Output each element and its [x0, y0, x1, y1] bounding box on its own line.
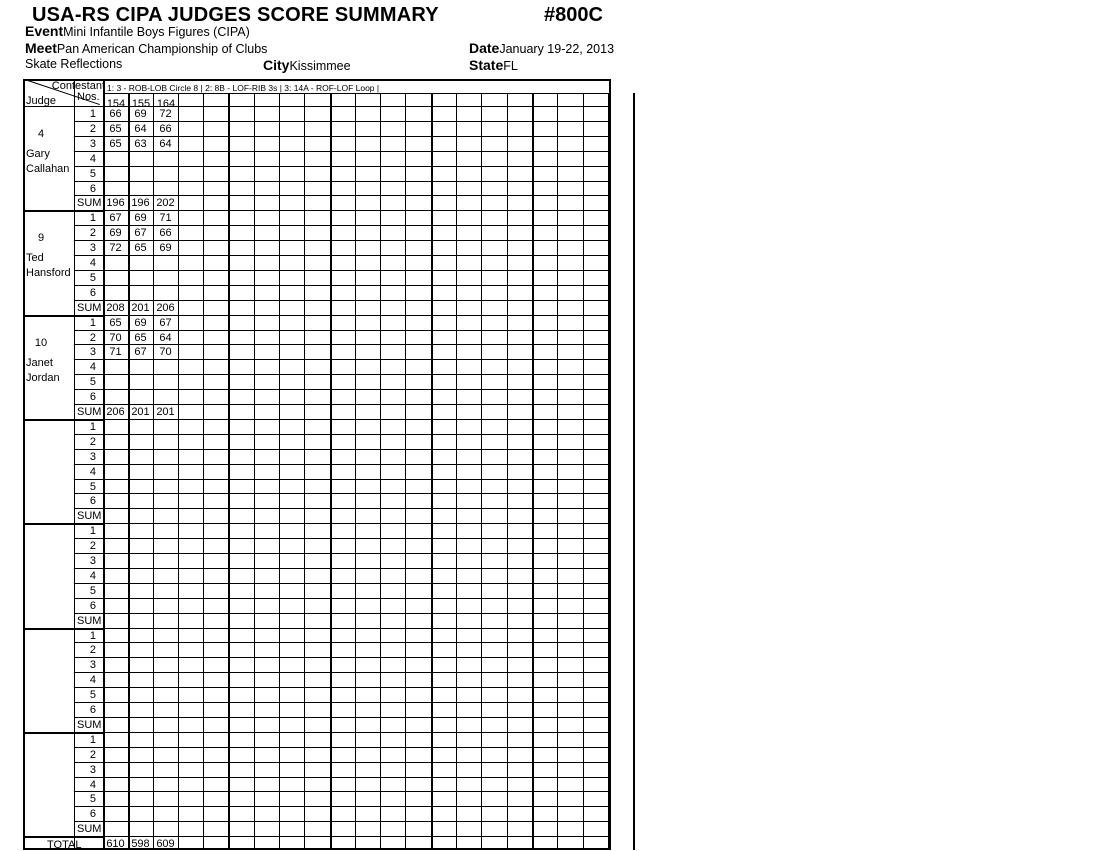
- score-cell: 67: [134, 346, 147, 359]
- score-cell: 72: [159, 108, 172, 120]
- judge-number: 10: [34, 336, 48, 349]
- grid-row-line: [74, 642, 611, 643]
- score-cell: 72: [109, 242, 122, 255]
- total-row-line: [23, 836, 611, 837]
- grid-column-line: [279, 93, 280, 850]
- nos-header: Nos.: [77, 91, 100, 103]
- score-cell: 70: [159, 346, 172, 359]
- grid-row-line: [74, 151, 611, 152]
- grid-row-line: [74, 687, 611, 688]
- grid-row-line: [74, 255, 611, 256]
- grid-row-line: [74, 583, 611, 584]
- figure-row-label: 1: [89, 733, 96, 746]
- score-cell: 65: [109, 137, 122, 150]
- figure-row-label: 4: [89, 361, 96, 374]
- sum-label: SUM: [77, 510, 102, 523]
- grid-border-top: [23, 79, 611, 81]
- grid-row-line: [74, 717, 611, 718]
- score-cell: 65: [134, 331, 147, 344]
- score-cell: 67: [109, 212, 122, 225]
- figures-legend: 1: 3 - ROB-LOB Circle 8 | 2: 8B - LOF-RIB 3s | 3: 14A - ROF-LOF Loop |: [107, 83, 380, 93]
- grid-row-line: [74, 523, 611, 524]
- grid-row-line: [74, 300, 611, 301]
- figure-row-label: 1: [89, 420, 96, 433]
- event-line: [25, 23, 250, 41]
- figure-row-label: 2: [89, 540, 96, 553]
- event-label: Event: [25, 23, 64, 39]
- date-line: [469, 40, 614, 58]
- grid-row-line: [74, 359, 611, 360]
- figure-row-label: 5: [89, 376, 96, 389]
- grid-row-line: [74, 419, 611, 420]
- grid-column-line: [507, 93, 508, 850]
- grid-column-line: [380, 93, 381, 850]
- grid-row-line: [74, 702, 611, 703]
- judge-sum-cell: 196: [106, 197, 125, 210]
- judge-last-name: Hansford: [26, 267, 71, 280]
- contestant-header: Contestant: [51, 80, 105, 92]
- score-cell: 69: [134, 316, 147, 329]
- score-cell: 71: [109, 346, 122, 359]
- grid-row-line: [74, 613, 611, 614]
- judge-number: 9: [37, 232, 45, 245]
- score-cell: 64: [159, 331, 172, 344]
- grid-row-line: [74, 553, 611, 554]
- grid-row-line: [74, 598, 611, 599]
- grid-column-line: [633, 93, 635, 850]
- grid-row-line: [74, 568, 611, 569]
- figure-row-label: 2: [89, 644, 96, 657]
- grid-row-line: [74, 136, 611, 137]
- grid-row-line: [74, 285, 611, 286]
- score-cell: 69: [134, 212, 147, 225]
- judge-sum-cell: 202: [156, 197, 175, 210]
- figure-row-label: 6: [89, 808, 96, 821]
- judge-header: Judge: [26, 95, 56, 107]
- figure-row-label: 3: [89, 346, 96, 359]
- judge-number: 4: [37, 128, 45, 140]
- score-cell: 63: [134, 137, 147, 150]
- contestant-number: 164: [156, 98, 176, 110]
- figure-row-label: 3: [89, 137, 96, 150]
- figure-row-label: 4: [89, 465, 96, 478]
- figure-row-label: 6: [89, 286, 96, 299]
- judge-sum-cell: 206: [106, 406, 125, 418]
- figure-row-label: 3: [89, 555, 96, 567]
- figure-row-label: 2: [89, 331, 96, 344]
- city-line: [263, 57, 351, 75]
- grid-column-line: [330, 93, 332, 850]
- grid-row-line: [74, 195, 611, 196]
- score-cell: 67: [159, 316, 172, 329]
- contestant-number: 154: [106, 98, 126, 110]
- grid-row-line: [74, 181, 611, 182]
- grid-row-line: [74, 538, 611, 539]
- grid-row-line: [74, 493, 611, 494]
- score-cell: 71: [159, 212, 172, 225]
- judge-sum-cell: 201: [131, 301, 150, 314]
- score-cell: 66: [159, 227, 172, 240]
- page-title: USA-RS CIPA JUDGES SCORE SUMMARY: [32, 4, 439, 26]
- score-cell: 70: [109, 331, 122, 344]
- figure-row-label: 3: [89, 450, 96, 463]
- grid-column-line: [254, 93, 255, 850]
- grid-column-line: [178, 93, 179, 850]
- figure-row-label: 6: [89, 495, 96, 508]
- grid-row-line: [74, 791, 611, 792]
- sum-label: SUM: [77, 197, 102, 210]
- figure-row-label: 4: [89, 778, 96, 791]
- grid-row-line: [74, 657, 611, 658]
- figure-row-label: 5: [89, 271, 96, 284]
- score-cell: 69: [134, 108, 147, 120]
- grid-row-line: [74, 210, 611, 211]
- grid-column-line: [583, 93, 584, 850]
- score-cell: 65: [134, 242, 147, 255]
- state-label: State: [469, 57, 504, 73]
- figure-row-label: 3: [89, 659, 96, 672]
- grid-row-line: [74, 747, 611, 748]
- meet-value: Pan American Championship of Clubs: [56, 42, 268, 56]
- figure-row-label: 3: [89, 763, 96, 776]
- grid-row-line: [74, 270, 611, 271]
- score-cell: 64: [134, 122, 147, 135]
- score-cell: 66: [159, 122, 172, 135]
- figure-row-label: 6: [89, 182, 96, 195]
- figure-row-label: 6: [89, 599, 96, 612]
- figure-row-label: 4: [89, 569, 96, 582]
- state-value: FL: [503, 59, 518, 73]
- meet-line: [25, 40, 267, 58]
- grid-column-line: [304, 93, 305, 850]
- grid-column-line: [481, 93, 482, 850]
- figure-row-label: 1: [89, 316, 96, 329]
- grid-row-line: [74, 628, 611, 629]
- judge-last-name: Jordan: [26, 371, 60, 384]
- grid-row-line: [74, 479, 611, 480]
- figure-row-label: 4: [89, 152, 96, 165]
- grid-column-line: [405, 93, 406, 850]
- grid-row-line: [74, 166, 611, 167]
- sum-label: SUM: [77, 614, 102, 627]
- sum-label: SUM: [77, 406, 102, 418]
- figure-row-label: 6: [89, 704, 96, 716]
- sum-label: SUM: [77, 301, 102, 314]
- figure-row-label: 3: [89, 242, 96, 255]
- figure-row-label: 4: [89, 674, 96, 687]
- grid-row-line: [74, 240, 611, 241]
- grid-column-line: [203, 93, 204, 850]
- figure-row-label: 1: [89, 212, 96, 225]
- grid-row-line: [74, 777, 611, 778]
- figure-row-label: 5: [89, 584, 96, 597]
- grid-column-line: [532, 93, 534, 850]
- grid-column-line: [456, 93, 457, 850]
- grid-row-line: [74, 374, 611, 375]
- city-label: City: [263, 57, 290, 73]
- grid-row-line: [74, 762, 611, 763]
- judge-sum-cell: 206: [156, 301, 175, 314]
- grid-row-line: [74, 121, 611, 122]
- figure-row-label: 2: [89, 122, 96, 135]
- score-cell: 67: [134, 227, 147, 240]
- sum-label: SUM: [77, 718, 102, 731]
- grid-column-line: [228, 93, 230, 850]
- grid-row-line: [74, 389, 611, 390]
- grid-column-line: [608, 93, 609, 850]
- judge-last-name: Callahan: [26, 163, 70, 175]
- state-line: [469, 57, 518, 75]
- date-label: Date: [469, 40, 500, 56]
- figure-row-label: 5: [89, 167, 96, 180]
- sum-label: SUM: [77, 823, 102, 836]
- judge-sum-cell: 196: [131, 197, 150, 210]
- grid-border-left: [23, 79, 25, 850]
- score-cell: 65: [109, 316, 122, 329]
- contestant-number: 155: [131, 98, 151, 110]
- date-value: January 19-22, 2013: [499, 42, 615, 56]
- grid-row-line: [74, 315, 611, 316]
- total-label: TOTAL: [47, 839, 82, 851]
- judge-first-name: Ted: [26, 252, 44, 265]
- grid-column-line: [355, 93, 356, 850]
- total-cell: 598: [131, 838, 150, 851]
- grid-row-line: [74, 449, 611, 450]
- figure-row-label: 6: [89, 391, 96, 404]
- event-value: Mini Infantile Boys Figures (CIPA): [63, 25, 250, 39]
- grid-row-line: [74, 330, 611, 331]
- judge-sum-cell: 201: [156, 406, 175, 418]
- grid-row-line: [74, 732, 611, 733]
- judge-first-name: Janet: [26, 356, 53, 369]
- grid-column-line: [557, 93, 558, 850]
- score-cell: 64: [159, 137, 172, 150]
- judge-sum-cell: 208: [106, 301, 125, 314]
- score-cell: 69: [159, 242, 172, 255]
- figure-row-label: 2: [89, 435, 96, 448]
- figure-row-label: 4: [89, 257, 96, 269]
- grid-row-line: [74, 434, 611, 435]
- grid-row-line: [74, 806, 611, 807]
- figure-row-label: 5: [89, 689, 96, 702]
- total-cell: 610: [106, 838, 125, 851]
- grid-row-line: [74, 508, 611, 509]
- figure-row-label: 2: [89, 227, 96, 240]
- grid-row-line: [74, 464, 611, 465]
- form-number: #800C: [544, 4, 603, 26]
- host-club: Skate Reflections: [25, 57, 123, 71]
- figure-row-label: 1: [89, 629, 96, 642]
- meet-label: Meet: [25, 40, 57, 56]
- grid-row-line: [74, 344, 611, 345]
- figure-row-label: 1: [89, 108, 96, 120]
- grid-row-line: [74, 672, 611, 673]
- score-cell: 66: [109, 108, 122, 120]
- judge-sum-cell: 201: [131, 406, 150, 418]
- figure-row-label: 2: [89, 748, 96, 761]
- grid-column-line: [431, 93, 433, 850]
- grid-row-line: [74, 821, 611, 822]
- grid-row-line: [74, 225, 611, 226]
- judge-first-name: Gary: [26, 148, 50, 160]
- grid-row-line: [74, 404, 611, 405]
- score-cell: 65: [109, 122, 122, 135]
- total-cell: 609: [156, 838, 175, 851]
- city-value: Kissimmee: [289, 59, 351, 73]
- figure-row-label: 1: [89, 525, 96, 538]
- score-summary-grid: [23, 79, 611, 850]
- score-cell: 69: [109, 227, 122, 240]
- figure-row-label: 5: [89, 480, 96, 493]
- figure-row-label: 5: [89, 793, 96, 806]
